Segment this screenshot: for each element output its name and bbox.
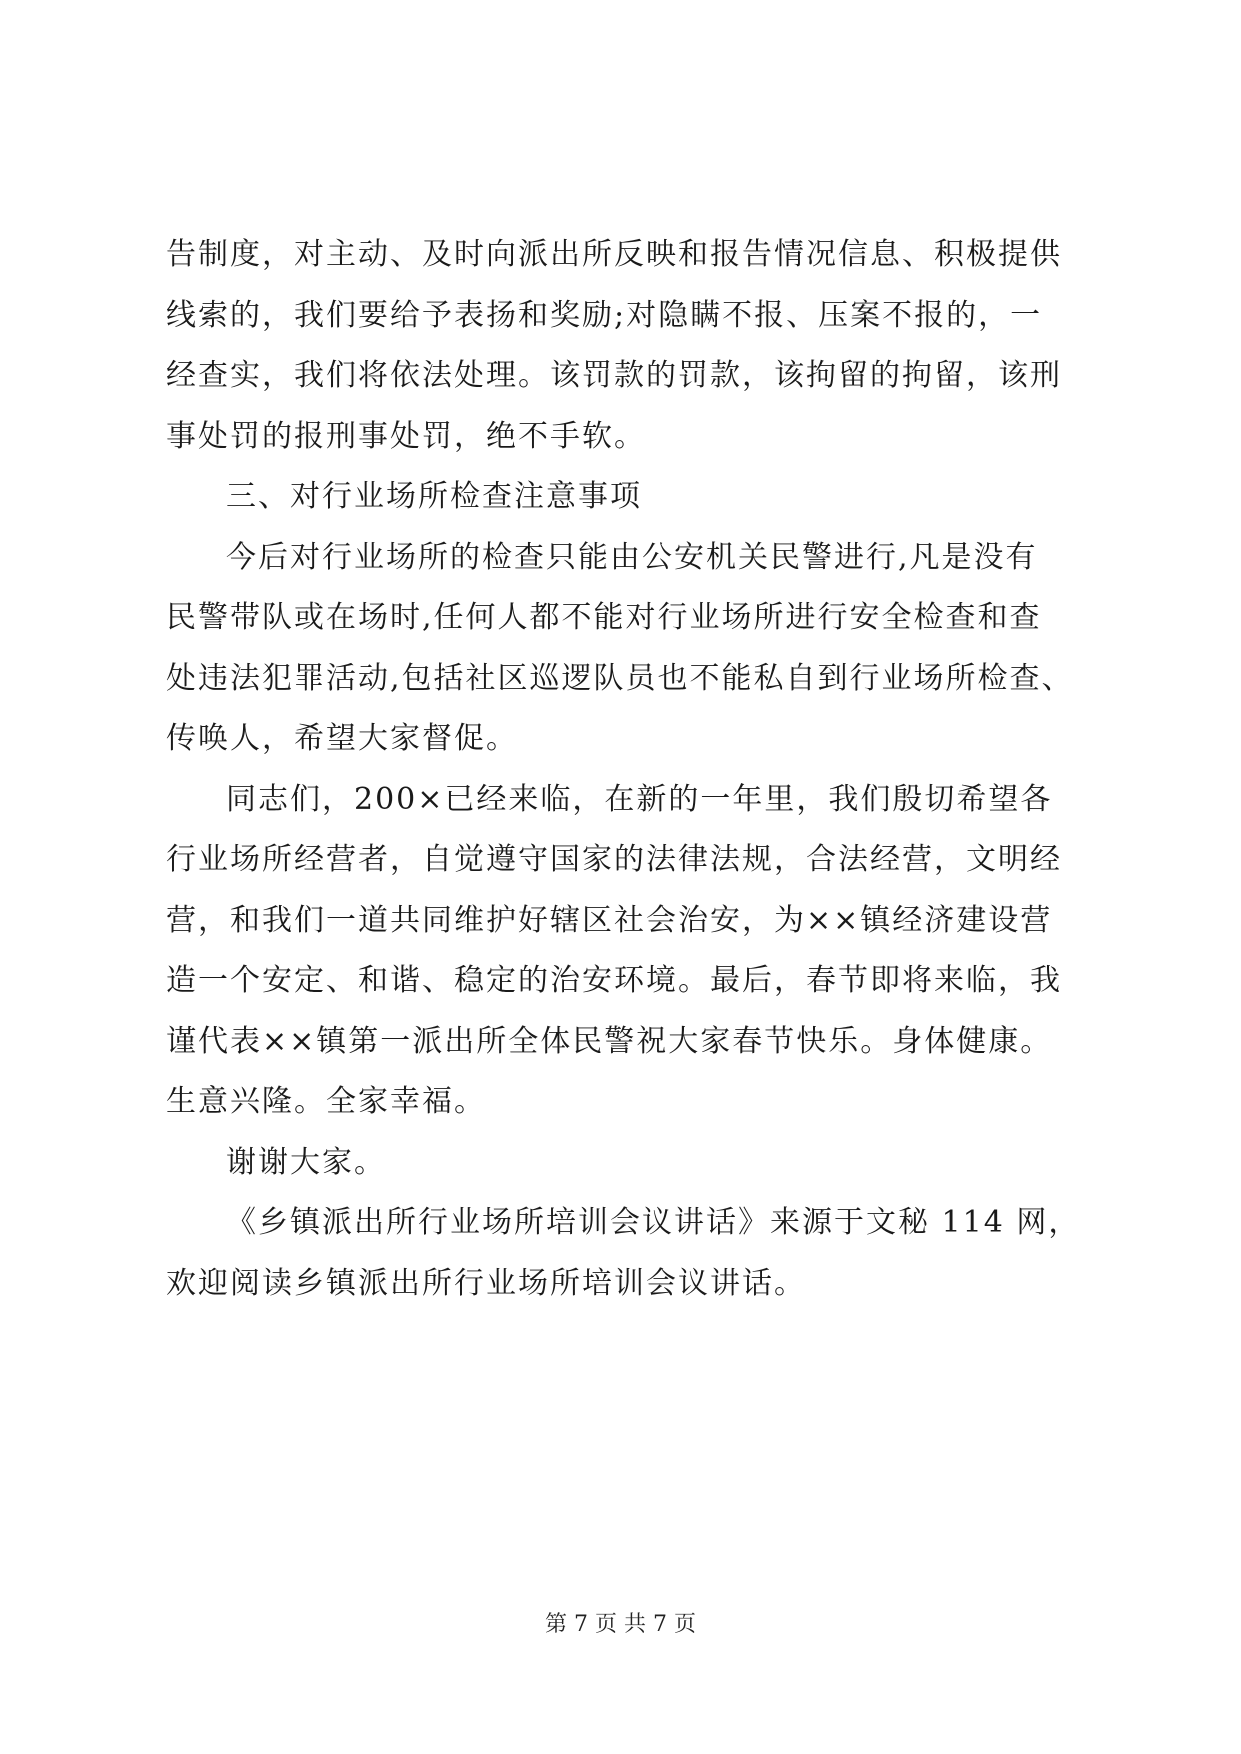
text-line: 营，和我们一道共同维护好辖区社会治安，为××镇经济建设营: [166, 902, 1053, 938]
text-line: 线索的，我们要给予表扬和奖励;对隐瞒不报、压案不报的，一: [166, 297, 1043, 333]
text-line: 民警带队或在场时,任何人都不能对行业场所进行安全检查和查: [166, 600, 1042, 635]
text-line: 经查实，我们将依法处理。该罚款的罚款，该拘留的拘留，该刑: [166, 358, 1062, 393]
text-line: 谨代表××镇第一派出所全体民警祝大家春节快乐。身体健康。: [166, 1023, 1053, 1059]
section-heading: 三、对行业场所检查注意事项: [226, 479, 642, 514]
text-line: 生意兴隆。全家幸福。: [166, 1084, 486, 1119]
text-line: 《乡镇派出所行业场所培训会议讲话》来源于文秘 114 网，: [226, 1205, 1081, 1240]
text-line: 欢迎阅读乡镇派出所行业场所培训会议讲话。: [166, 1265, 806, 1301]
text-line: 谢谢大家。: [226, 1144, 386, 1180]
text-line: 造一个安定、和谐、稳定的治安环境。最后，春节即将来临，我: [166, 963, 1062, 998]
body-text: [166, 225, 1086, 1314]
text-line: 传唤人，希望大家督促。: [166, 721, 518, 756]
text-line: 同志们，200×已经来临，在新的一年里，我们殷切希望各: [226, 781, 1053, 817]
text-line: 行业场所经营者，自觉遵守国家的法律法规，合法经营，文明经: [166, 842, 1062, 877]
text-line: 处违法犯罪活动,包括社区巡逻队员也不能私自到行业场所检查、: [166, 660, 1074, 696]
text-line: 事处罚的报刑事处罚，绝不手软。: [166, 418, 646, 454]
page-footer: 第 7 页 共 7 页: [545, 1612, 696, 1637]
text-line: 今后对行业场所的检查只能由公安机关民警进行,凡是没有: [226, 539, 1038, 575]
text-line: 告制度，对主动、及时向派出所反映和报告情况信息、积极提供: [166, 237, 1062, 272]
